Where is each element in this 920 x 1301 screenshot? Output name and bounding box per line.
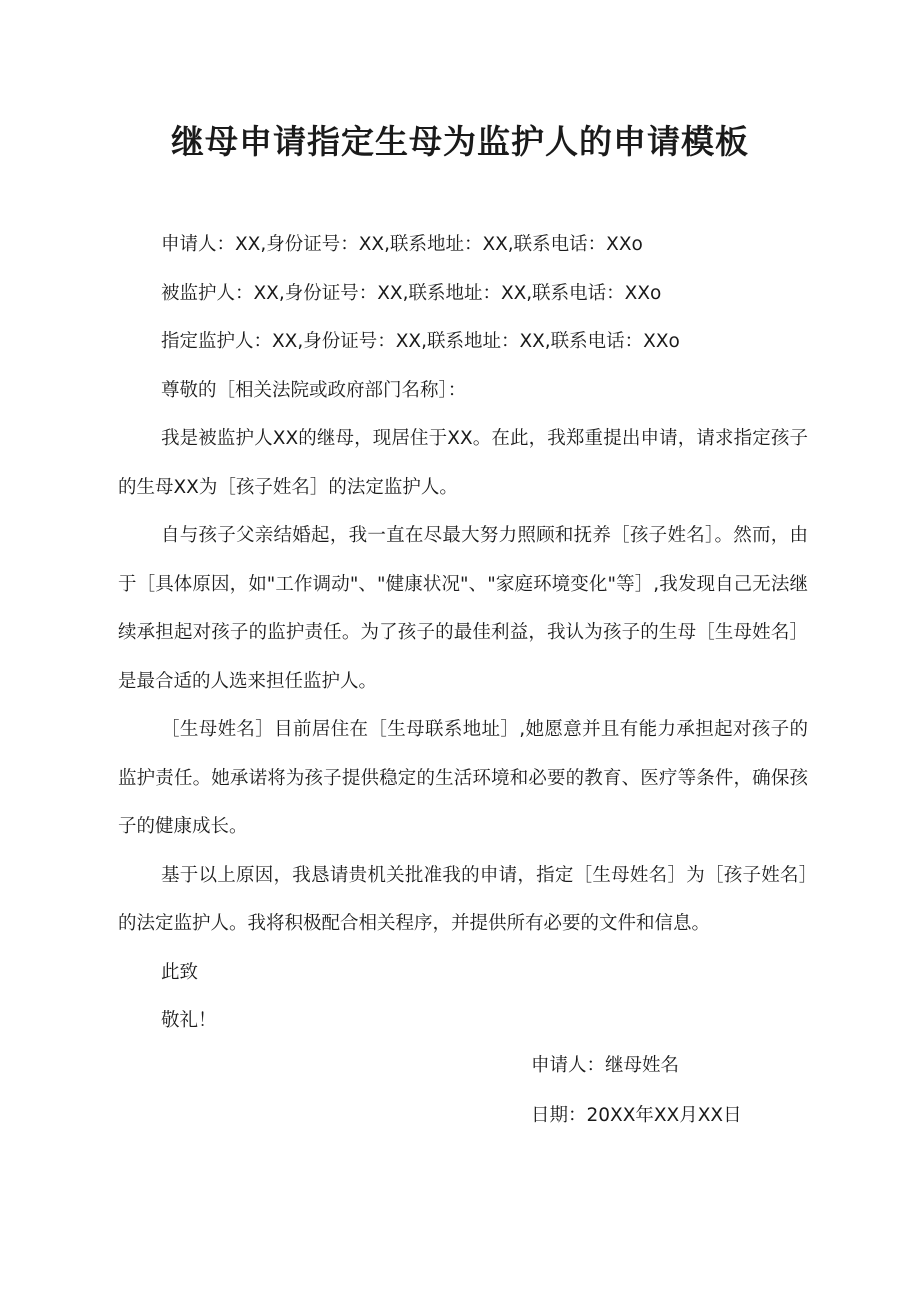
- signature-applicant: 申请人：继母姓名: [531, 1055, 680, 1076]
- designated-guardian-info-line: 指定监护人：XX,身份证号：XX,联系地址：XX,联系电话：XXo: [161, 331, 680, 352]
- signature-date: 日期：20XX年XX月XX日: [531, 1105, 742, 1126]
- document-title: 继母申请指定生母为监护人的申请模板: [171, 122, 749, 161]
- paragraph-reason: 自与孩子父亲结婚起，我一直在尽最大努力照顾和抚养［孩子姓名］。然而，由于［具体原因，如"工作调动"、"健康状况"、"家庭环境变化"等］,我发现自己无法继续承担起对孩子的监护责任。为了孩子的最佳利益，我认为孩子的生母［生母姓名］是最合适的人选来担任监护人。: [118, 525, 808, 692]
- salutation: 尊敬的［相关法院或政府部门名称］：: [161, 379, 467, 401]
- paragraph-request: 基于以上原因，我恳请贵机关批准我的申请，指定［生母姓名］为［孩子姓名］的法定监护人。我将积极配合相关程序，并提供所有必要的文件和信息。: [118, 864, 808, 934]
- paragraph-mother-capability: ［生母姓名］目前居住在［生母联系地址］,她愿意并且有能力承担起对孩子的监护责任。她承诺将为孩子提供稳定的生活环境和必要的教育、医疗等条件，确保孩子的健康成长。: [118, 719, 808, 837]
- applicant-info-line: 申请人：XX,身份证号：XX,联系地址：XX,联系电话：XXo: [161, 234, 643, 255]
- signature-block: [531, 1041, 742, 1141]
- document-body: [118, 221, 808, 1046]
- ward-info-line: 被监护人：XX,身份证号：XX,联系地址：XX,联系电话：XXo: [161, 282, 662, 304]
- closing-line-1: 此致: [161, 961, 199, 983]
- paragraph-intro: 我是被监护人XX的继母，现居住于XX。在此，我郑重提出申请，请求指定孩子的生母XX为［孩子姓名］的法定监护人。: [118, 428, 808, 498]
- closing-line-2: 敬礼！: [161, 1010, 217, 1031]
